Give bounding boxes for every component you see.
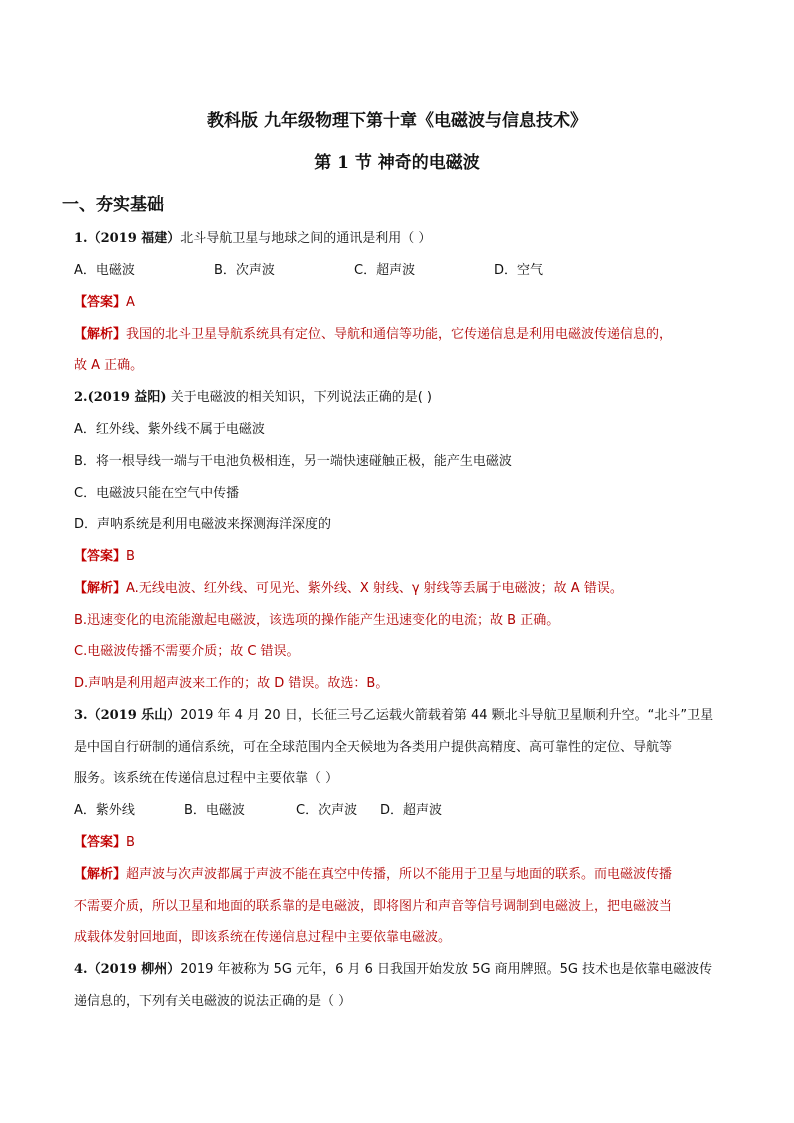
question-3-analysis [74,867,672,883]
question-3-stem: 2019 年 4 月 20 日，长征三号乙运载火箭载着第 44 颗北斗导航卫星顺利升空。“北斗”卫星 [180,708,714,723]
option-d: D．空气 [494,263,544,278]
answer-value: A [126,295,135,310]
question-3-source: 3.（2019 乐山） [74,708,181,723]
option-d: D．声呐系统是利用电磁波来探测海洋深度的 [74,517,332,532]
option-a: A．红外线、紫外线不属于电磁波 [74,422,265,437]
analysis-text: 超声波与次声波都属于声波不能在真空中传播，所以不能用于卫星与地面的联系。而电磁波传播 [126,867,673,882]
section-heading: 一、夯实基础 [62,195,164,215]
analysis-tag: 【解析】 [74,327,127,342]
question-1-stem: 北斗导航卫星与地球之间的通讯是利用（ ） [180,231,432,246]
question-1-answer [74,295,135,311]
question-2-source: 2.(2019 益阳) [74,390,167,405]
option-a: A．紫外线 [74,803,135,818]
section-subtitle: 第 1 节 神奇的电磁波 [314,153,480,173]
answer-value: B [126,835,135,850]
question-3 [74,708,713,724]
question-1-analysis [74,327,672,343]
question-3-answer [74,835,135,851]
option-b: B．次声波 [214,263,275,278]
analysis-text: 故 A 正确。 [74,358,144,373]
answer-value: B [126,549,135,564]
question-1-source: 1.（2019 福建） [74,231,181,246]
option-b: B．电磁波 [184,803,245,818]
analysis-tag: 【解析】 [74,867,127,882]
answer-tag: 【答案】 [74,835,127,850]
option-c: C．超声波 [354,263,416,278]
question-2 [74,390,432,406]
analysis-text: 不需要介质，所以卫星和地面的联系靠的是电磁波，即将图片和声音等信号调制到电磁波上，把电磁波当 [74,899,673,914]
question-3-stem: 是中国自行研制的通信系统，可在全球范围内全天候地为各类用户提供高精度、高可靠性的定位、导航等 [74,740,673,755]
question-2-stem: 关于电磁波的相关知识，下列说法正确的是( ) [166,390,433,405]
question-3-stem: 服务。该系统在传递信息过程中主要依靠（ ） [74,771,339,786]
option-b: B．将一根导线一端与干电池负极相连，另一端快速碰触正极，能产生电磁波 [74,454,512,469]
question-1 [74,231,431,247]
question-2-analysis [74,581,623,597]
analysis-text: 成载体发射回地面，即该系统在传递信息过程中主要依靠电磁波。 [74,930,452,945]
question-4-stem: 2019 年被称为 5G 元年，6 月 6 日我国开始发放 5G 商用牌照。5G 技术也是依靠电磁波传 [180,962,713,977]
option-d: D．超声波 [380,803,443,818]
question-4-stem: 递信息的，下列有关电磁波的说法正确的是（ ） [74,994,352,1009]
option-a: A．电磁波 [74,263,135,278]
question-2-answer [74,549,135,565]
answer-tag: 【答案】 [74,549,127,564]
analysis-text: D.声呐是利用超声波来工作的；故 D 错误。故选：B。 [74,676,389,691]
question-1-options [74,263,543,279]
option-c: C．次声波 [296,803,358,818]
question-3-options [74,803,442,819]
analysis-text: C.电磁波传播不需要介质；故 C 错误。 [74,644,300,659]
question-4-source: 4.（2019 柳州） [74,962,181,977]
analysis-text: 我国的北斗卫星导航系统具有定位、导航和通信等功能，它传递信息是利用电磁波传递信息的， [126,327,673,342]
analysis-tag: 【解析】 [74,581,127,596]
document-title: 教科版 九年级物理下第十章《电磁波与信息技术》 [207,111,587,131]
question-4 [74,962,712,978]
option-c: C．电磁波只能在空气中传播 [74,486,240,501]
analysis-text: A.无线电波、红外线、可见光、紫外线、X 射线、γ 射线等丢属于电磁波；故 A 错误。 [126,581,623,596]
analysis-text: B.迅速变化的电流能激起电磁波，该选项的操作能产生迅速变化的电流；故 B 正确。 [74,613,560,628]
answer-tag: 【答案】 [74,295,127,310]
